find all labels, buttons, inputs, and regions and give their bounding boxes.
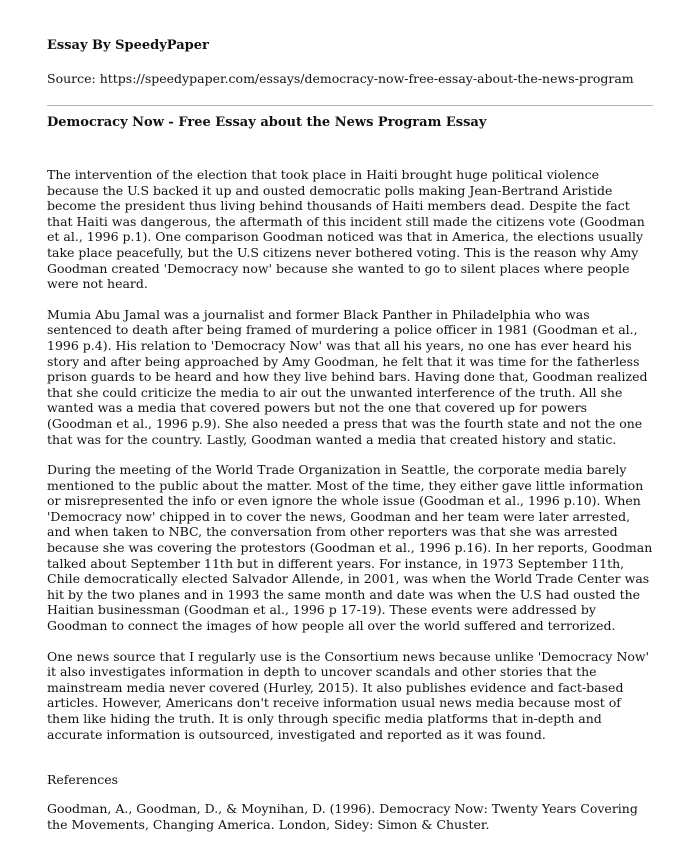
source-line: Source: https://speedypaper.com/essays/democracy-now-free-essay-about-the-news-program bbox=[47, 71, 634, 86]
essay-paragraph: During the meeting of the World Trade Organization in Seattle, the corporate media barely mentioned to the public about the matter. Most of the time, they either gave little information or misrepresented the info or even ignore the whole issue (Goodman et al., 1996 p.10). When 'Democracy now' chipped in to cover the news, Goodman and her team were later arrested, and when taken to NBC, the conversation from other reporters was that she was arrested because she was covering the protestors (Goodman et al., 1996 p.16). In her reports, Goodman talked about September 11th but in different years. For instance, in 1973 September 11th, Chile democratically elected Salvador Allende, in 2001, was when the World Trade Center was hit by the two planes and in 1993 the same month and date was when the U.S had ousted the Haitian businessman (Goodman et al., 1996 p 17-19). These events were addressed by Goodman to connect the images of how people all over the world suffered and terrorized. bbox=[47, 462, 653, 634]
brand-heading: Essay By SpeedyPaper bbox=[47, 38, 209, 53]
header-divider bbox=[47, 105, 653, 106]
essay-paragraph: One news source that I regularly use is the Consortium news because unlike 'Democracy Now' it also investigates information in depth to uncover scandals and other stories that the mainstream media never covered (Hurley, 2015). It also publishes evidence and fact-based articles. However, Americans don't receive information usual news media because most of them like hiding the truth. It is only through specific media platforms that in-depth and accurate information is outsourced, investigated and reported as it was found. bbox=[47, 648, 650, 742]
essay-title: Democracy Now - Free Essay about the News Program Essay bbox=[47, 115, 487, 130]
document-page bbox=[47, 38, 653, 832]
reference-item: Goodman, A., Goodman, D., & Moynihan, D. (1996). Democracy Now: Twenty Years Covering the Movements, Changing America. London, Sidey: Simon & Chuster. bbox=[47, 801, 638, 832]
essay-paragraph: The intervention of the election that took place in Haiti brought huge political violence because the U.S backed it up and ousted democratic polls making Jean-Bertrand Aristide become the president thus living behind thousands of Haiti members dead. Despite the fact that Haiti was dangerous, the aftermath of this incident still made the citizens vote (Goodman et al., 1996 p.1). One comparison Goodman noticed was that in America, the elections usually take place peacefully, but the U.S citizens never bothered voting. This is the reason why Amy Goodman created 'Democracy now' because she wanted to go to silent places where people were not heard. bbox=[47, 167, 645, 292]
essay-body bbox=[47, 167, 653, 742]
essay-paragraph: Mumia Abu Jamal was a journalist and former Black Panther in Philadelphia who was sentenced to death after being framed of murdering a police officer in 1981 (Goodman et al., 1996 p.4). His relation to 'Democracy Now' was that all his years, no one has ever heard his story and after being approached by Amy Goodman, he felt that it was time for the fatherless prison guards to be heard and how they live behind bars. Having done that, Goodman realized that she could criticize the media to air out the unwanted interference of the truth. All she wanted was a media that covered powers but not the one that covered up for powers (Goodman et al., 1996 p.9). She also needed a press that was the fourth state and not the one that was for the country. Lastly, Goodman wanted a media that created history and static. bbox=[47, 306, 648, 447]
references-heading: References bbox=[47, 772, 119, 788]
